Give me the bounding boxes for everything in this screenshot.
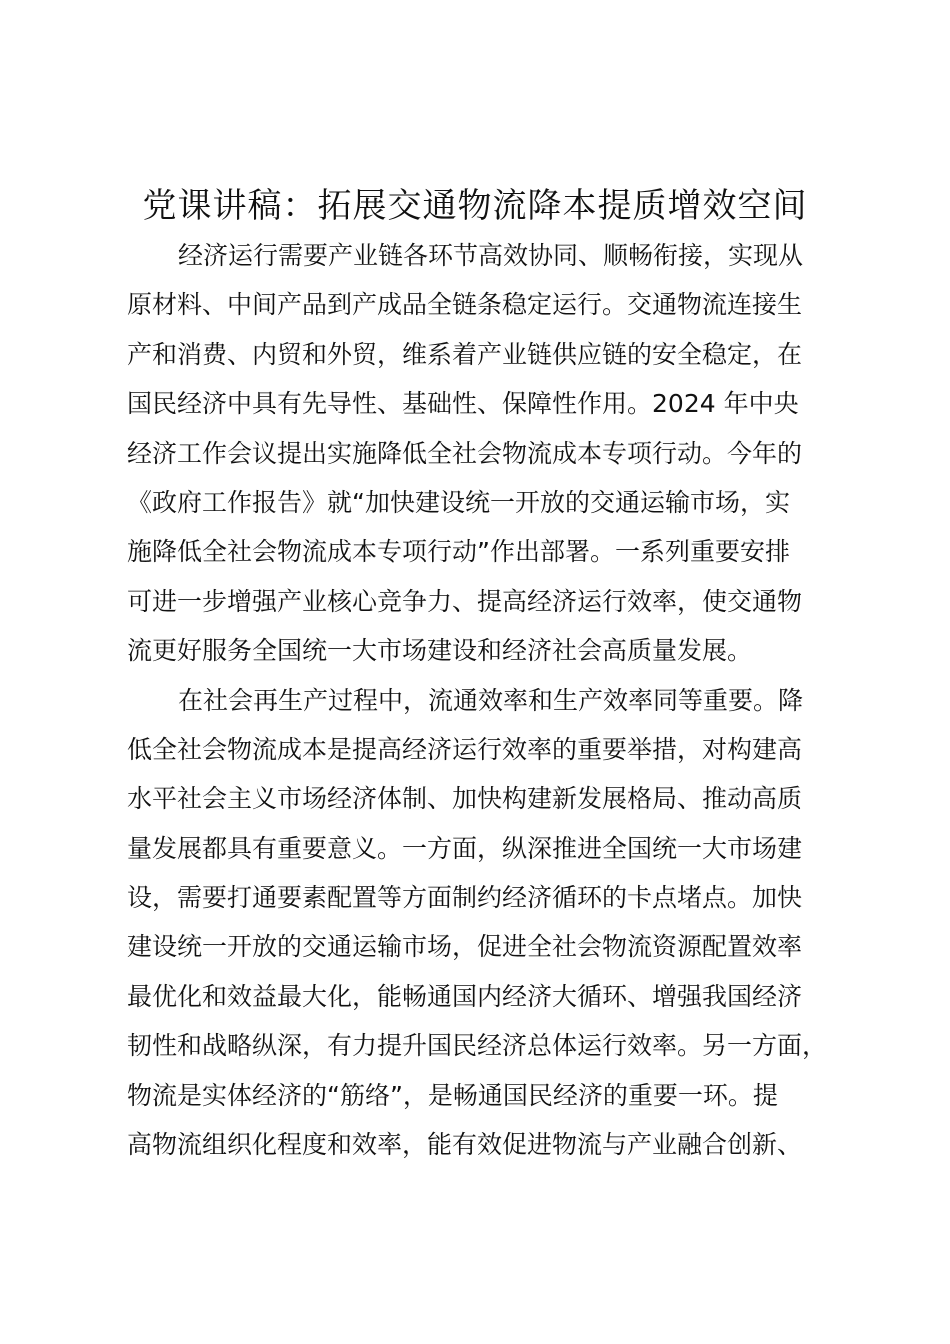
paragraph-2-line-5: 设，需要打通要素配置等方面制约经济循环的卡点堵点。加快 [127,883,803,913]
paragraph-1-line-4: 国民经济中具有先导性、基础性、保障性作用。2024 年中央 [127,389,799,419]
paragraph-2-line-8: 韧性和战略纵深，有力提升国民经济总体运行效率。另一方面， [127,1031,828,1061]
document-body [127,231,837,1169]
paragraph-1-line-2: 原材料、中间产品到产成品全链条稳定运行。交通物流连接生 [127,290,803,320]
paragraph-2-line-6: 建设统一开放的交通运输市场，促进全社会物流资源配置效率 [127,932,803,962]
paragraph-2-line-3: 水平社会主义市场经济体制、加快构建新发展格局、推动高质 [127,784,803,814]
paragraph-2-line-4: 量发展都具有重要意义。一方面，纵深推进全国统一大市场建 [127,833,803,863]
paragraph-2-line-1: 在社会再生产过程中，流通效率和生产效率同等重要。降 [178,685,804,715]
paragraph-1-line-6: 《政府工作报告》就“加快建设统一开放的交通运输市场，实 [127,487,790,517]
paragraph-2-line-9: 物流是实体经济的“筋络”，是畅通国民经济的重要一环。提 [127,1080,778,1110]
paragraph-1-line-8: 可进一步增强产业核心竞争力、提高经济运行效率，使交通物 [127,586,803,616]
paragraph-2-line-2: 低全社会物流成本是提高经济运行效率的重要举措，对构建高 [127,734,803,764]
paragraph-2-line-7: 最优化和效益最大化，能畅通国内经济大循环、增强我国经济 [127,981,803,1011]
document-title: 党课讲稿：拓展交通物流降本提质增效空间 [142,186,808,226]
paragraph-1-line-5: 经济工作会议提出实施降低全社会物流成本专项行动。今年的 [127,438,803,468]
paragraph-1-line-1: 经济运行需要产业链各环节高效协同、顺畅衔接，实现从 [178,241,804,270]
paragraph-1-line-9: 流更好服务全国统一大市场建设和经济社会高质量发展。 [127,636,753,666]
paragraph-1-line-7: 施降低全社会物流成本专项行动”作出部署。一系列重要安排 [127,537,790,567]
paragraph-1-line-3: 产和消费、内贸和外贸，维系着产业链供应链的安全稳定，在 [127,339,803,369]
paragraph-2-line-10: 高物流组织化程度和效率，能有效促进物流与产业融合创新、 [127,1130,803,1160]
